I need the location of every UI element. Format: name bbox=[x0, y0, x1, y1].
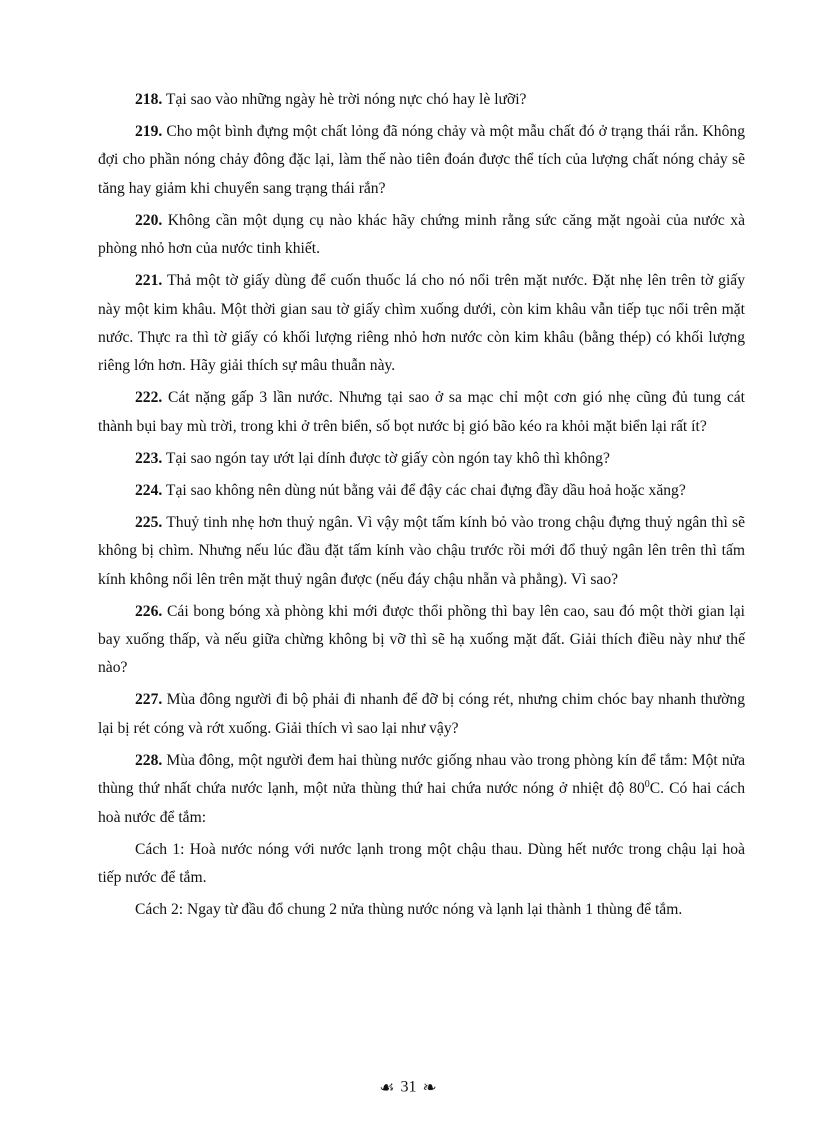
page-footer bbox=[0, 1078, 816, 1098]
question-220 bbox=[98, 207, 745, 264]
ornament-right-icon: ❧ bbox=[422, 1078, 437, 1097]
page-content bbox=[98, 86, 745, 928]
question-222 bbox=[98, 384, 745, 441]
method-1: Cách 1: Hoà nước nóng với nước lạnh trong một chậu thau. Dùng hết nước trong chậu lại hoà tiếp nước để tắm. bbox=[98, 840, 745, 887]
question-219 bbox=[98, 118, 745, 203]
question-text: Cát nặng gấp 3 lần nước. Nhưng tại sao ở sa mạc chỉ một cơn gió nhẹ cũng đủ tung cát thành bụi bay mù trời, trong khi ở trên biển, số bọt nước bị gió bão kéo ra khỏi mặt biển lại rất ít? bbox=[98, 389, 745, 435]
question-223 bbox=[98, 445, 745, 473]
question-228 bbox=[98, 747, 745, 832]
question-text: Mùa đông, một người đem hai thùng nước giống nhau vào trong phòng kín để tắm: Một nửa thùng thứ nhất chứa nước lạnh, một nửa thùng thứ hai chứa nước nóng ở nhiệt độ 80 bbox=[98, 751, 745, 798]
question-number: 220. bbox=[135, 211, 163, 229]
question-text: Không cần một dụng cụ nào khác hãy chứng minh rằng sức căng mặt ngoài của nước xà phòng nhỏ hơn của nước tinh khiết. bbox=[98, 211, 745, 258]
question-227 bbox=[98, 686, 745, 743]
question-number: 227. bbox=[135, 691, 163, 709]
question-225 bbox=[98, 509, 745, 594]
question-text: Tại sao không nên dùng nút bằng vải để đậy các chai đựng đầy dầu hoả hoặc xăng? bbox=[162, 481, 686, 499]
page-number: 31 bbox=[400, 1078, 417, 1096]
question-text-end: C. Có hai cách hoà nước để tắm: bbox=[98, 780, 745, 826]
question-text: Thuỷ tinh nhẹ hơn thuỷ ngân. Vì vậy một tấm kính bỏ vào trong chậu đựng thuỷ ngân thì sẽ không bị chìm. Nhưng nếu lúc đầu đặt tấm kính vào chậu trước rồi mới đổ thuỷ ngân lên trên thì tấm kính không nổi lên trên mặt thuỷ ngân được (nếu đáy chậu nhẵn và phẳng). Vì sao? bbox=[98, 513, 745, 588]
question-221 bbox=[98, 267, 745, 381]
question-number: 224. bbox=[135, 481, 163, 499]
question-number: 223. bbox=[135, 449, 163, 467]
question-218 bbox=[98, 86, 745, 114]
question-224 bbox=[98, 477, 745, 505]
question-226 bbox=[98, 598, 745, 683]
question-number: 221. bbox=[135, 272, 163, 290]
question-text: Thả một tờ giấy dùng để cuốn thuốc lá cho nó nổi trên mặt nước. Đặt nhẹ lên trên tờ giấy này một kim khâu. Một thời gian sau tờ giấy chìm xuống dưới, còn kim khâu vẫn tiếp tục nổi trên mặt nước. Thực ra thì tờ giấy có khối lượng riêng nhỏ hơn nước còn kim khâu (bằng thép) có khối lượng riêng lớn hơn. Hãy giải thích sự mâu thuẫn này. bbox=[98, 272, 745, 375]
question-number: 225. bbox=[135, 513, 163, 531]
ornament-left-icon: ☙ bbox=[379, 1078, 395, 1097]
question-number: 222. bbox=[135, 389, 163, 407]
question-text: Cái bong bóng xà phòng khi mới được thổi phồng thì bay lên cao, sau đó một thời gian lại bay xuống thấp, và nếu giữa chừng không bị vỡ thì sẽ hạ xuống mặt đất. Giải thích điều này như thế nào? bbox=[98, 602, 745, 677]
question-text: Tại sao vào những ngày hè trời nóng nực chó hay lè lưỡi? bbox=[162, 91, 527, 108]
question-number: 226. bbox=[135, 602, 163, 620]
question-number: 219. bbox=[135, 123, 163, 140]
question-text: Cho một bình đựng một chất lỏng đã nóng chảy và một mẫu chất đó ở trạng thái rắn. Không đợi cho phần nóng chảy đông đặc lại, làm thế nào tiên đoán được thể tích của lượng chất nóng chảy sẽ tăng hay giảm khi chuyển sang trạng thái rắn? bbox=[98, 123, 745, 197]
question-number: 218. bbox=[135, 91, 163, 108]
question-text: Mùa đông người đi bộ phải đi nhanh để đỡ bị cóng rét, nhưng chim chóc bay nhanh thường lại bị rét cóng và rớt xuống. Giải thích vì sao lại như vậy? bbox=[98, 691, 745, 737]
superscript-degree: 0 bbox=[644, 779, 650, 791]
question-text: Tại sao ngón tay ướt lại dính được tờ giấy còn ngón tay khô thì không? bbox=[162, 449, 610, 467]
question-number: 228. bbox=[135, 751, 163, 769]
method-2: Cách 2: Ngay từ đầu đổ chung 2 nửa thùng nước nóng và lạnh lại thành 1 thùng để tắm. bbox=[135, 901, 683, 919]
